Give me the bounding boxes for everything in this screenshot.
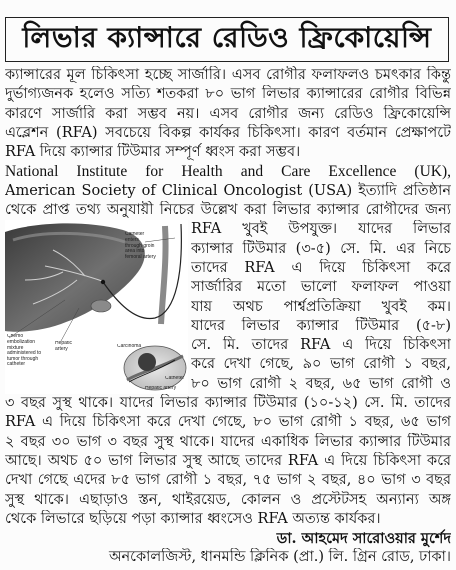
article-line: ৮০ ভাগ রোগী ২ বছর, ৬৫ ভাগ রোগী ও	[191, 375, 451, 392]
article-line: যায় অথচ পার্শ্বপ্রতিক্রিয়া খুবই কম।	[191, 298, 451, 315]
article-line: সুস্থ থাকে। এছাড়াও স্তন, থাইরয়েড, কোলন ও প্রস্টেটসহ অন্যান্য অঙ্গ	[5, 491, 451, 508]
label-catheter: Catheter	[165, 376, 185, 382]
headline-box	[5, 17, 449, 62]
liver-illustration	[5, 220, 188, 394]
article-line: RFA এ দিয়ে চিকিৎসা করে দেখা গেছে, ৮০ ভাগ রোগী ১ বছর, ৬৫ ভাগ	[5, 414, 451, 431]
article-line: যাদের লিভার ক্যান্সার টিউমার (৫-৮)	[191, 317, 451, 334]
article-line: ৩ বছর সুস্থ থাকে। যাদের লিভার ক্যান্সার টিউমার (১০-১২) সে. মি. তাদের	[5, 395, 451, 412]
article-line: RFA দিয়ে ক্যান্সার টিউমার সম্পূর্ণ ধ্বংস করা সম্ভব।	[5, 144, 301, 161]
article-line: American Society of Clinical Oncologist (USA) ইত্যাদি প্রতিষ্ঠান	[5, 182, 451, 199]
article-line: ক্যান্সারের মূল চিকিৎসা হচ্ছে সার্জারি। এসব রোগীর ফলাফলও চমৎকার কিন্তু	[5, 67, 451, 83]
author-name: ডা. আহমেদ সারোওয়ার মুর্শেদ	[276, 530, 451, 548]
article-line: করে দেখা গেছে, ৯০ ভাগ রোগী ১ বছর,	[191, 356, 451, 373]
figure-row	[5, 220, 451, 394]
paragraph-continued	[5, 394, 451, 529]
article-line: ক্যান্সার টিউমার (৩-৫) সে. মি. এর নিচে	[191, 240, 451, 257]
side-column	[191, 220, 451, 394]
label-catheter-entry: Catheter enters through groin area into femoral artery	[125, 232, 156, 260]
article-line: থেকে প্রাপ্ত তথ্য অনুযায়ী নিচের উল্লেখ করা লিভার ক্যান্সার রোগীদের জন্য	[5, 202, 451, 219]
aorta	[161, 226, 166, 324]
article-line: থেকে লিভারে ছড়িয়ে পড়া ক্যান্সার ধ্বংসেও RFA অত্যন্ত কার্যকর।	[5, 510, 381, 527]
article-body	[5, 66, 451, 568]
label-carcinoma: Carcinoma	[117, 344, 142, 350]
paragraph-intro	[5, 66, 451, 220]
catheter-tip	[101, 280, 105, 284]
article-line: দেখা গেছে এদের ৮৫ ভাগ রোগী ১ বছর, ৭৫ ভাগ ২ বছর, ৪০ ভাগ ৩ বছর	[5, 472, 451, 489]
article-line: তাদের RFA এ দিয়ে চিকিৎসা করে	[191, 259, 451, 276]
article-line: কারণে সার্জারি করা সম্ভব নয়। এসব রোগীর জন্য রেডিও ফ্রিকোয়েন্সি	[5, 105, 451, 122]
author-affiliation: অনকোলজিস্ট, ধানমন্ডি ক্লিনিক (প্রা.) লি. গ্রিন রোড, ঢাকা।	[108, 549, 451, 566]
article-line: আছে। অথচ ৫০ ভাগ লিভার সুস্থ আছে তাদের RFA এ দিয়ে চিকিৎসা করে	[5, 452, 451, 469]
article-line: সে. মি. তাদের RFA এ দিয়ে চিকিৎসা	[191, 337, 451, 354]
gallbladder	[91, 300, 111, 312]
label-chemo-embolization: Chemo embolization mixture administered to tumor through catheter	[7, 334, 42, 368]
carcinoma-blob	[138, 353, 156, 371]
label-hepatic-artery: Hepatic artery	[55, 341, 72, 352]
article-line: এব্লেশন (RFA) সবচেয়ে বিকল্প কার্যকর চিকিৎসা। কারণ বর্তমান প্রেক্ষাপটে	[5, 124, 451, 141]
author-block	[5, 529, 451, 568]
article-line: National Institute for Health and Care Excellence (UK),	[5, 163, 451, 181]
label-hepatic-artery-inset: Hepatic artery	[145, 386, 177, 392]
headline: লিভার ক্যান্সারে রেডিও ফ্রিকোয়েন্সি	[22, 21, 432, 54]
article-line: RFA খুবই উপযুক্ত। যাদের লিভার	[191, 221, 451, 238]
article-line: সার্জারির মতো ভালো ফলাফল পাওয়া	[191, 279, 451, 296]
liver-diagram	[5, 220, 188, 394]
article-line: দুর্ভাগ্যজনক হলেও সত্যি শতকরা ৮০ ভাগ লিভার ক্যান্সারের রোগীর বিভিন্ন	[5, 86, 451, 103]
article-line: ২ বছর ৩০ ভাগ ৩ বছর সুস্থ থাকে। যাদের একাধিক লিভার ক্যান্সার টিউমার	[5, 433, 451, 450]
